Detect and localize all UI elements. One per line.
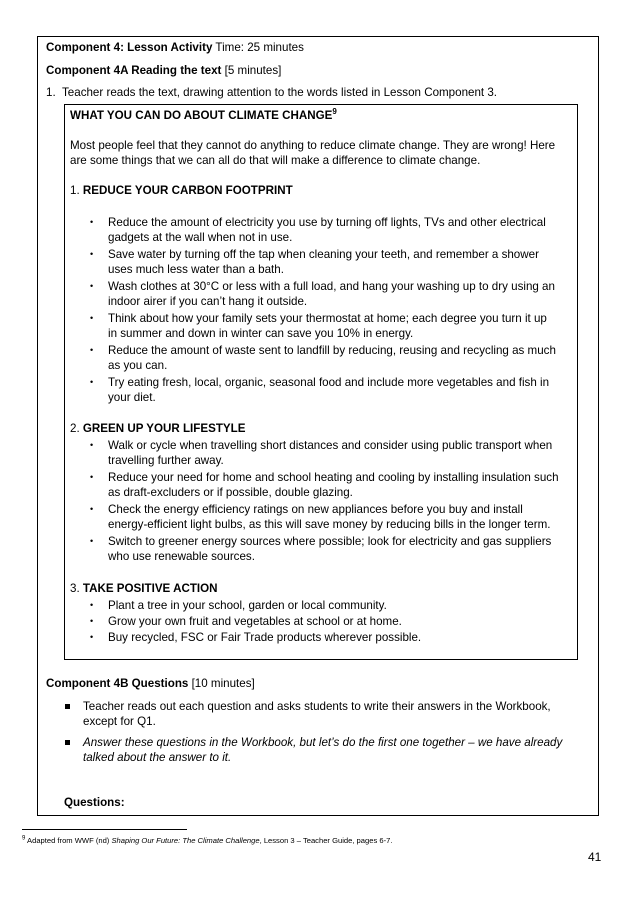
bullet-icon: • [90,616,94,626]
section-2-line: energy-efficient light bulbs, as this will save money by reducing bills in the longer term. [108,518,551,531]
footnote-separator [22,829,187,830]
section-3-line: Grow your own fruit and vegetables at school or at home. [108,615,402,628]
section-1-line: Think about how your family sets your thermostat at home; each degree you turn it up [108,312,547,325]
bullet-icon: • [90,249,94,259]
bullet-icon: • [90,377,94,387]
bullet-icon: • [90,217,94,227]
bullet-icon: • [90,600,94,610]
component-4b-bullet-line: except for Q1. [83,715,156,728]
section-3-heading: 3. TAKE POSITIVE ACTION [70,582,218,595]
component-4a-heading: Component 4A Reading the text [5 minutes] [46,64,282,77]
section-1-line: uses much less water than a bath. [108,263,284,276]
component-4b-heading: Component 4B Questions [10 minutes] [46,677,255,690]
section-2-line: Walk or cycle when travelling short distances and consider using public transport when [108,439,553,452]
section-2-line: Check the energy efficiency ratings on new appliances before you buy and install [108,503,523,516]
section-2-heading: 2. GREEN UP YOUR LIFESTYLE [70,422,246,435]
section-1-line: your diet. [108,391,156,404]
box-intro-line-1: Most people feel that they cannot do anything to reduce climate change. They are wrong! Here [70,139,556,152]
section-1-heading: 1. REDUCE YOUR CARBON FOOTPRINT [70,184,293,197]
section-1-line: Try eating fresh, local, organic, seasonal food and include more vegetables and fish in [108,376,550,389]
bullet-icon: • [90,504,94,514]
section-1-line: gadgets at the wall when not in use. [108,231,293,244]
component-4-heading: Component 4: Lesson Activity Time: 25 minutes [46,41,304,54]
box-heading: WHAT YOU CAN DO ABOUT CLIMATE CHANGE$^9$ [70,107,337,122]
questions-label: Questions: [64,796,125,809]
section-3-line: Buy recycled, FSC or Fair Trade products wherever possible. [108,631,422,644]
step-1-number: 1. [46,86,56,99]
component-4b-bullet-line: Teacher reads out each question and asks students to write their answers in the Workbook, [83,700,551,713]
box-intro-line-2: are some things that we can all do that will make a difference to climate change. [70,154,481,167]
section-2-line: Reduce your need for home and school heating and cooling by installing insulation such [108,471,559,484]
bullet-icon: • [90,281,94,291]
section-1-line: Reduce the amount of electricity you use by turning off lights, TVs and other electrical [108,216,546,229]
section-1-line: Save water by turning off the tap when cleaning your teeth, and remember a shower [108,248,539,261]
section-1-line: indoor airer if you can’t hang it outside. [108,295,308,308]
bullet-icon: • [90,472,94,482]
section-2-line: Switch to greener energy sources where possible; look for electricity and gas suppliers [108,535,552,548]
section-1-line: Reduce the amount of waste sent to landfill by reducing, reusing and recycling as much [108,344,556,357]
step-1-text: Teacher reads the text, drawing attention to the words listed in Lesson Component 3. [62,86,498,99]
section-2-line: travelling further away. [108,454,224,467]
component-4b-bullet-line: talked about the answer to it. [83,751,232,764]
footnote: $^9$ Adapted from WWF (nd) Shaping Our Future: The Climate Challenge, Lesson 3 – Teacher Guide, pages 6-7. [22,835,393,845]
section-1-line: Wash clothes at 30°C or less with a full load, and hang your washing up to dry using an [108,280,555,293]
component-4b-bullet-line: Answer these questions in the Workbook, but let’s do the first one together – we have already [83,736,563,749]
square-bullet-icon [65,740,70,745]
section-2-line: as draft-excluders or if possible, double glazing. [108,486,353,499]
section-1-line: as you can. [108,359,168,372]
square-bullet-icon [65,704,70,709]
bullet-icon: • [90,345,94,355]
bullet-icon: • [90,440,94,450]
bullet-icon: • [90,632,94,642]
section-2-line: who use renewable sources. [108,550,255,563]
page-number: 41 [588,850,602,864]
section-3-line: Plant a tree in your school, garden or local community. [108,599,387,612]
section-1-line: in summer and down in winter can save you 10% in energy. [108,327,414,340]
bullet-icon: • [90,313,94,323]
bullet-icon: • [90,536,94,546]
